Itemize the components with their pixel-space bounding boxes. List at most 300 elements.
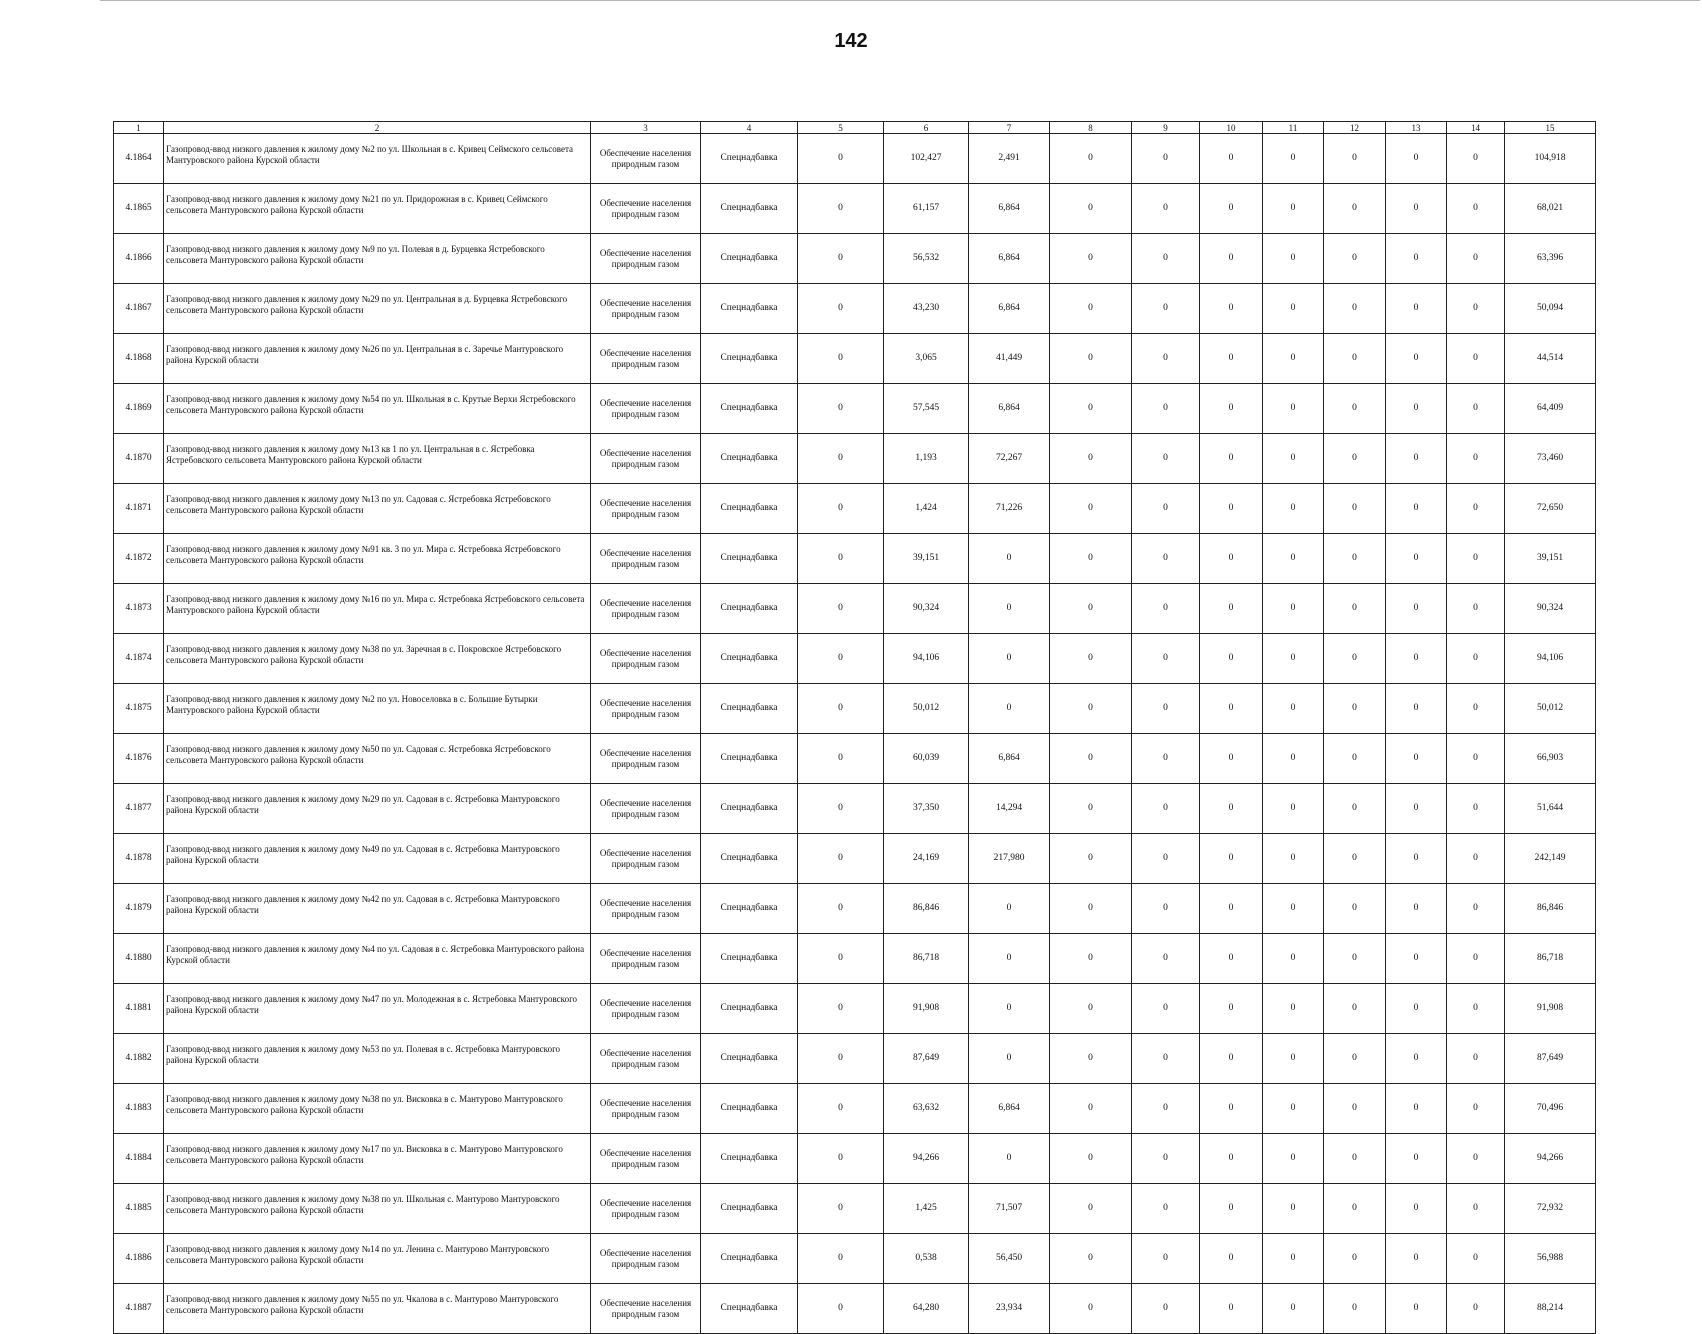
value-cell: 3,065 bbox=[884, 334, 969, 384]
purpose-cell: Обеспечение населения природным газом bbox=[591, 1234, 701, 1284]
value-cell: 6,864 bbox=[969, 734, 1050, 784]
value-cell: 0 bbox=[1132, 1184, 1200, 1234]
value-cell: 0 bbox=[1132, 134, 1200, 184]
purpose-cell: Обеспечение населения природным газом bbox=[591, 134, 701, 184]
value-cell: 0 bbox=[798, 1284, 884, 1334]
row-index-cell: 4.1869 bbox=[114, 384, 164, 434]
value-cell: 0 bbox=[1447, 334, 1505, 384]
total-value-cell: 39,151 bbox=[1505, 534, 1596, 584]
value-cell: 0 bbox=[1447, 784, 1505, 834]
value-cell: 0 bbox=[1200, 934, 1263, 984]
value-cell: 0 bbox=[1447, 584, 1505, 634]
object-name-cell: Газопровод-ввод низкого давления к жилому дому №38 по ул. Школьная с. Мантурово Мантуровского сельсовета Мантуровского района Курской области bbox=[164, 1184, 591, 1234]
value-cell: 0 bbox=[798, 334, 884, 384]
value-cell: 0 bbox=[798, 484, 884, 534]
funding-source-cell: Спецнадбавка bbox=[701, 884, 798, 934]
total-value-cell: 56,988 bbox=[1505, 1234, 1596, 1284]
value-cell: 0 bbox=[1324, 534, 1386, 584]
value-cell: 0 bbox=[1132, 1134, 1200, 1184]
total-value-cell: 70,496 bbox=[1505, 1084, 1596, 1134]
funding-source-cell: Спецнадбавка bbox=[701, 1084, 798, 1134]
value-cell: 1,424 bbox=[884, 484, 969, 534]
value-cell: 0 bbox=[798, 384, 884, 434]
table-row bbox=[114, 634, 1596, 684]
value-cell: 0 bbox=[1132, 934, 1200, 984]
row-index-cell: 4.1873 bbox=[114, 584, 164, 634]
value-cell: 0 bbox=[1263, 934, 1324, 984]
value-cell: 0 bbox=[1386, 634, 1447, 684]
value-cell: 0 bbox=[1324, 384, 1386, 434]
value-cell: 0 bbox=[1324, 984, 1386, 1034]
value-cell: 0 bbox=[798, 184, 884, 234]
value-cell: 0 bbox=[1386, 134, 1447, 184]
value-cell: 0 bbox=[1132, 284, 1200, 334]
value-cell: 0 bbox=[1132, 1284, 1200, 1334]
table-row bbox=[114, 1184, 1596, 1234]
table-row bbox=[114, 234, 1596, 284]
object-name-cell: Газопровод-ввод низкого давления к жилому дому №29 по ул. Садовая в с. Ястребовка Мантуровского района Курской области bbox=[164, 784, 591, 834]
column-number-row bbox=[114, 122, 1596, 134]
value-cell: 1,193 bbox=[884, 434, 969, 484]
value-cell: 0 bbox=[1050, 284, 1132, 334]
value-cell: 0 bbox=[798, 1034, 884, 1084]
purpose-cell: Обеспечение населения природным газом bbox=[591, 1034, 701, 1084]
total-value-cell: 94,266 bbox=[1505, 1134, 1596, 1184]
value-cell: 0 bbox=[1200, 434, 1263, 484]
value-cell: 0 bbox=[1132, 634, 1200, 684]
total-value-cell: 88,214 bbox=[1505, 1284, 1596, 1334]
object-name-cell: Газопровод-ввод низкого давления к жилому дому №55 по ул. Чкалова в с. Мантурово Мантуровского сельсовета Мантуровского района Курской области bbox=[164, 1284, 591, 1334]
column-number-5: 5 bbox=[798, 122, 884, 134]
funding-source-cell: Спецнадбавка bbox=[701, 584, 798, 634]
table-row bbox=[114, 834, 1596, 884]
funding-source-cell: Спецнадбавка bbox=[701, 1184, 798, 1234]
funding-source-cell: Спецнадбавка bbox=[701, 1234, 798, 1284]
value-cell: 0 bbox=[1324, 1284, 1386, 1334]
value-cell: 0 bbox=[1263, 234, 1324, 284]
value-cell: 0 bbox=[1132, 834, 1200, 884]
purpose-cell: Обеспечение населения природным газом bbox=[591, 634, 701, 684]
value-cell: 0 bbox=[1324, 1184, 1386, 1234]
funding-source-cell: Спецнадбавка bbox=[701, 984, 798, 1034]
table-row bbox=[114, 1084, 1596, 1134]
value-cell: 0 bbox=[1200, 884, 1263, 934]
row-index-cell: 4.1865 bbox=[114, 184, 164, 234]
value-cell: 6,864 bbox=[969, 234, 1050, 284]
value-cell: 90,324 bbox=[884, 584, 969, 634]
value-cell: 0 bbox=[1263, 584, 1324, 634]
value-cell: 0 bbox=[1200, 534, 1263, 584]
purpose-cell: Обеспечение населения природным газом bbox=[591, 884, 701, 934]
row-index-cell: 4.1887 bbox=[114, 1284, 164, 1334]
funding-source-cell: Спецнадбавка bbox=[701, 284, 798, 334]
value-cell: 24,169 bbox=[884, 834, 969, 884]
value-cell: 0 bbox=[798, 784, 884, 834]
value-cell: 86,846 bbox=[884, 884, 969, 934]
table-row bbox=[114, 1234, 1596, 1284]
value-cell: 0 bbox=[1132, 334, 1200, 384]
value-cell: 0 bbox=[1263, 334, 1324, 384]
value-cell: 0 bbox=[1447, 434, 1505, 484]
value-cell: 0 bbox=[1132, 534, 1200, 584]
value-cell: 0 bbox=[1132, 384, 1200, 434]
value-cell: 0 bbox=[1386, 184, 1447, 234]
purpose-cell: Обеспечение населения природным газом bbox=[591, 334, 701, 384]
value-cell: 0 bbox=[1263, 884, 1324, 934]
column-number-4: 4 bbox=[701, 122, 798, 134]
value-cell: 0 bbox=[798, 734, 884, 784]
value-cell: 63,632 bbox=[884, 1084, 969, 1134]
value-cell: 0 bbox=[969, 1134, 1050, 1184]
value-cell: 0 bbox=[1132, 1084, 1200, 1134]
purpose-cell: Обеспечение населения природным газом bbox=[591, 184, 701, 234]
total-value-cell: 50,094 bbox=[1505, 284, 1596, 334]
value-cell: 0 bbox=[798, 584, 884, 634]
value-cell: 0 bbox=[1050, 334, 1132, 384]
value-cell: 6,864 bbox=[969, 284, 1050, 334]
value-cell: 41,449 bbox=[969, 334, 1050, 384]
value-cell: 56,532 bbox=[884, 234, 969, 284]
program-table bbox=[113, 121, 1596, 1334]
value-cell: 217,980 bbox=[969, 834, 1050, 884]
value-cell: 0 bbox=[798, 134, 884, 184]
row-index-cell: 4.1881 bbox=[114, 984, 164, 1034]
row-index-cell: 4.1886 bbox=[114, 1234, 164, 1284]
purpose-cell: Обеспечение населения природным газом bbox=[591, 934, 701, 984]
value-cell: 71,226 bbox=[969, 484, 1050, 534]
page-number: 142 bbox=[834, 30, 868, 52]
object-name-cell: Газопровод-ввод низкого давления к жилому дому №50 по ул. Садовая с. Ястребовка Ястребовского сельсовета Мантуровского района Курской области bbox=[164, 734, 591, 784]
value-cell: 0 bbox=[1132, 684, 1200, 734]
value-cell: 0 bbox=[1386, 984, 1447, 1034]
value-cell: 56,450 bbox=[969, 1234, 1050, 1284]
value-cell: 0 bbox=[1050, 684, 1132, 734]
column-number-14: 14 bbox=[1447, 122, 1505, 134]
value-cell: 0 bbox=[1132, 984, 1200, 1034]
value-cell: 0 bbox=[1200, 584, 1263, 634]
object-name-cell: Газопровод-ввод низкого давления к жилому дому №17 по ул. Висковка в с. Мантурово Мантуровского сельсовета Мантуровского района Курской области bbox=[164, 1134, 591, 1184]
row-index-cell: 4.1870 bbox=[114, 434, 164, 484]
purpose-cell: Обеспечение населения природным газом bbox=[591, 1184, 701, 1234]
value-cell: 0 bbox=[798, 884, 884, 934]
value-cell: 0 bbox=[1200, 484, 1263, 534]
column-number-8: 8 bbox=[1050, 122, 1132, 134]
total-value-cell: 44,514 bbox=[1505, 334, 1596, 384]
value-cell: 0 bbox=[1324, 434, 1386, 484]
value-cell: 0 bbox=[798, 684, 884, 734]
value-cell: 0 bbox=[1324, 934, 1386, 984]
total-value-cell: 72,932 bbox=[1505, 1184, 1596, 1234]
object-name-cell: Газопровод-ввод низкого давления к жилому дому №29 по ул. Центральная в д. Бурцевка Ястребовского сельсовета Мантуровского района Курской области bbox=[164, 284, 591, 334]
value-cell: 0 bbox=[1263, 484, 1324, 534]
purpose-cell: Обеспечение населения природным газом bbox=[591, 734, 701, 784]
value-cell: 0 bbox=[1200, 984, 1263, 1034]
object-name-cell: Газопровод-ввод низкого давления к жилому дому №4 по ул. Садовая в с. Ястребовка Мантуровского района Курской области bbox=[164, 934, 591, 984]
table-row bbox=[114, 284, 1596, 334]
value-cell: 39,151 bbox=[884, 534, 969, 584]
value-cell: 0 bbox=[1050, 1284, 1132, 1334]
total-value-cell: 91,908 bbox=[1505, 984, 1596, 1034]
table-row bbox=[114, 984, 1596, 1034]
value-cell: 0 bbox=[1386, 884, 1447, 934]
row-index-cell: 4.1874 bbox=[114, 634, 164, 684]
row-index-cell: 4.1885 bbox=[114, 1184, 164, 1234]
funding-source-cell: Спецнадбавка bbox=[701, 384, 798, 434]
funding-source-cell: Спецнадбавка bbox=[701, 684, 798, 734]
value-cell: 0 bbox=[1050, 584, 1132, 634]
table-row bbox=[114, 1284, 1596, 1334]
value-cell: 0 bbox=[1132, 484, 1200, 534]
object-name-cell: Газопровод-ввод низкого давления к жилому дому №21 по ул. Придорожная в с. Кривец Сеймского сельсовета Мантуровского района Курской области bbox=[164, 184, 591, 234]
total-value-cell: 94,106 bbox=[1505, 634, 1596, 684]
object-name-cell: Газопровод-ввод низкого давления к жилому дому №13 кв 1 по ул. Центральная в с. Ястребовка Ястребовского сельсовета Мантуровского района Курской области bbox=[164, 434, 591, 484]
total-value-cell: 87,649 bbox=[1505, 1034, 1596, 1084]
column-number-10: 10 bbox=[1200, 122, 1263, 134]
value-cell: 0 bbox=[969, 584, 1050, 634]
table-row bbox=[114, 534, 1596, 584]
funding-source-cell: Спецнадбавка bbox=[701, 734, 798, 784]
value-cell: 0 bbox=[798, 1084, 884, 1134]
funding-source-cell: Спецнадбавка bbox=[701, 834, 798, 884]
value-cell: 43,230 bbox=[884, 284, 969, 334]
value-cell: 0 bbox=[1447, 884, 1505, 934]
value-cell: 0 bbox=[798, 934, 884, 984]
value-cell: 0 bbox=[1447, 134, 1505, 184]
table-row bbox=[114, 334, 1596, 384]
value-cell: 72,267 bbox=[969, 434, 1050, 484]
row-index-cell: 4.1879 bbox=[114, 884, 164, 934]
value-cell: 0 bbox=[1050, 234, 1132, 284]
value-cell: 0 bbox=[1200, 384, 1263, 434]
value-cell: 64,280 bbox=[884, 1284, 969, 1334]
value-cell: 0 bbox=[1200, 134, 1263, 184]
funding-source-cell: Спецнадбавка bbox=[701, 1284, 798, 1334]
value-cell: 0,538 bbox=[884, 1234, 969, 1284]
value-cell: 0 bbox=[1050, 1084, 1132, 1134]
object-name-cell: Газопровод-ввод низкого давления к жилому дому №16 по ул. Мира с. Ястребовка Ястребовского сельсовета Мантуровского района Курской области bbox=[164, 584, 591, 634]
value-cell: 0 bbox=[1050, 134, 1132, 184]
row-index-cell: 4.1871 bbox=[114, 484, 164, 534]
table-row bbox=[114, 384, 1596, 434]
value-cell: 0 bbox=[1200, 684, 1263, 734]
value-cell: 0 bbox=[1263, 1184, 1324, 1234]
purpose-cell: Обеспечение населения природным газом bbox=[591, 234, 701, 284]
value-cell: 0 bbox=[1263, 984, 1324, 1034]
value-cell: 0 bbox=[1324, 634, 1386, 684]
value-cell: 6,864 bbox=[969, 1084, 1050, 1134]
value-cell: 0 bbox=[1132, 434, 1200, 484]
value-cell: 0 bbox=[1447, 684, 1505, 734]
funding-source-cell: Спецнадбавка bbox=[701, 334, 798, 384]
object-name-cell: Газопровод-ввод низкого давления к жилому дому №42 по ул. Садовая в с. Ястребовка Мантуровского района Курской области bbox=[164, 884, 591, 934]
value-cell: 50,012 bbox=[884, 684, 969, 734]
value-cell: 0 bbox=[1263, 284, 1324, 334]
value-cell: 0 bbox=[1200, 1084, 1263, 1134]
value-cell: 0 bbox=[1324, 834, 1386, 884]
value-cell: 0 bbox=[1386, 1184, 1447, 1234]
column-number-6: 6 bbox=[884, 122, 969, 134]
row-index-cell: 4.1866 bbox=[114, 234, 164, 284]
value-cell: 0 bbox=[969, 884, 1050, 934]
value-cell: 0 bbox=[798, 434, 884, 484]
value-cell: 0 bbox=[1050, 434, 1132, 484]
table-row bbox=[114, 684, 1596, 734]
column-number-9: 9 bbox=[1132, 122, 1200, 134]
value-cell: 0 bbox=[1447, 184, 1505, 234]
object-name-cell: Газопровод-ввод низкого давления к жилому дому №14 по ул. Ленина с. Мантурово Мантуровского сельсовета Мантуровского района Курской области bbox=[164, 1234, 591, 1284]
value-cell: 0 bbox=[1386, 284, 1447, 334]
value-cell: 0 bbox=[1050, 184, 1132, 234]
row-index-cell: 4.1875 bbox=[114, 684, 164, 734]
value-cell: 0 bbox=[1386, 784, 1447, 834]
value-cell: 2,491 bbox=[969, 134, 1050, 184]
row-index-cell: 4.1880 bbox=[114, 934, 164, 984]
value-cell: 86,718 bbox=[884, 934, 969, 984]
value-cell: 87,649 bbox=[884, 1034, 969, 1084]
purpose-cell: Обеспечение населения природным газом bbox=[591, 284, 701, 334]
value-cell: 0 bbox=[1447, 484, 1505, 534]
total-value-cell: 73,460 bbox=[1505, 434, 1596, 484]
value-cell: 0 bbox=[1263, 184, 1324, 234]
row-index-cell: 4.1877 bbox=[114, 784, 164, 834]
value-cell: 0 bbox=[1324, 484, 1386, 534]
value-cell: 0 bbox=[1324, 584, 1386, 634]
object-name-cell: Газопровод-ввод низкого давления к жилому дому №47 по ул. Молодежная в с. Ястребовка Мантуровского района Курской области bbox=[164, 984, 591, 1034]
value-cell: 0 bbox=[1050, 484, 1132, 534]
value-cell: 0 bbox=[1386, 334, 1447, 384]
total-value-cell: 86,718 bbox=[1505, 934, 1596, 984]
row-index-cell: 4.1883 bbox=[114, 1084, 164, 1134]
column-number-3: 3 bbox=[591, 122, 701, 134]
table-row bbox=[114, 484, 1596, 534]
value-cell: 37,350 bbox=[884, 784, 969, 834]
value-cell: 0 bbox=[1447, 1034, 1505, 1084]
value-cell: 0 bbox=[1386, 234, 1447, 284]
value-cell: 0 bbox=[1324, 1084, 1386, 1134]
total-value-cell: 66,903 bbox=[1505, 734, 1596, 784]
value-cell: 0 bbox=[1263, 634, 1324, 684]
value-cell: 71,507 bbox=[969, 1184, 1050, 1234]
value-cell: 0 bbox=[1324, 134, 1386, 184]
purpose-cell: Обеспечение населения природным газом bbox=[591, 584, 701, 634]
value-cell: 0 bbox=[1324, 284, 1386, 334]
value-cell: 0 bbox=[1324, 1134, 1386, 1184]
column-number-2: 2 bbox=[164, 122, 591, 134]
value-cell: 23,934 bbox=[969, 1284, 1050, 1334]
value-cell: 0 bbox=[1050, 734, 1132, 784]
value-cell: 0 bbox=[1200, 834, 1263, 884]
value-cell: 0 bbox=[1386, 834, 1447, 884]
object-name-cell: Газопровод-ввод низкого давления к жилому дому №2 по ул. Новоселовка в с. Большие Бутырки Мантуровского района Курской области bbox=[164, 684, 591, 734]
value-cell: 0 bbox=[1263, 1134, 1324, 1184]
total-value-cell: 104,918 bbox=[1505, 134, 1596, 184]
value-cell: 0 bbox=[1200, 1034, 1263, 1084]
value-cell: 0 bbox=[1200, 1234, 1263, 1284]
column-number-12: 12 bbox=[1324, 122, 1386, 134]
value-cell: 0 bbox=[1386, 484, 1447, 534]
value-cell: 0 bbox=[1263, 434, 1324, 484]
value-cell: 0 bbox=[1200, 1284, 1263, 1334]
program-table-container bbox=[113, 121, 1596, 1334]
value-cell: 0 bbox=[1447, 284, 1505, 334]
value-cell: 0 bbox=[1132, 784, 1200, 834]
value-cell: 0 bbox=[1050, 784, 1132, 834]
value-cell: 0 bbox=[1324, 684, 1386, 734]
purpose-cell: Обеспечение населения природным газом bbox=[591, 534, 701, 584]
value-cell: 0 bbox=[1386, 934, 1447, 984]
value-cell: 0 bbox=[1050, 634, 1132, 684]
value-cell: 0 bbox=[1263, 1034, 1324, 1084]
value-cell: 0 bbox=[969, 534, 1050, 584]
value-cell: 0 bbox=[1447, 1184, 1505, 1234]
value-cell: 102,427 bbox=[884, 134, 969, 184]
purpose-cell: Обеспечение населения природным газом bbox=[591, 1084, 701, 1134]
funding-source-cell: Спецнадбавка bbox=[701, 1034, 798, 1084]
table-row bbox=[114, 884, 1596, 934]
total-value-cell: 50,012 bbox=[1505, 684, 1596, 734]
funding-source-cell: Спецнадбавка bbox=[701, 534, 798, 584]
funding-source-cell: Спецнадбавка bbox=[701, 184, 798, 234]
value-cell: 0 bbox=[798, 1134, 884, 1184]
value-cell: 0 bbox=[1200, 234, 1263, 284]
column-number-11: 11 bbox=[1263, 122, 1324, 134]
funding-source-cell: Спецнадбавка bbox=[701, 434, 798, 484]
object-name-cell: Газопровод-ввод низкого давления к жилому дому №38 по ул. Висковка в с. Мантурово Мантуровского сельсовета Мантуровского района Курской области bbox=[164, 1084, 591, 1134]
funding-source-cell: Спецнадбавка bbox=[701, 784, 798, 834]
value-cell: 0 bbox=[1324, 184, 1386, 234]
object-name-cell: Газопровод-ввод низкого давления к жилому дому №9 по ул. Полевая в д. Бурцевка Ястребовского сельсовета Мантуровского района Курской области bbox=[164, 234, 591, 284]
value-cell: 0 bbox=[1200, 634, 1263, 684]
value-cell: 0 bbox=[1447, 734, 1505, 784]
row-index-cell: 4.1868 bbox=[114, 334, 164, 384]
value-cell: 91,908 bbox=[884, 984, 969, 1034]
table-row bbox=[114, 184, 1596, 234]
row-index-cell: 4.1882 bbox=[114, 1034, 164, 1084]
value-cell: 0 bbox=[1132, 884, 1200, 934]
funding-source-cell: Спецнадбавка bbox=[701, 134, 798, 184]
value-cell: 0 bbox=[1050, 984, 1132, 1034]
value-cell: 0 bbox=[1447, 534, 1505, 584]
object-name-cell: Газопровод-ввод низкого давления к жилому дому №91 кв. 3 по ул. Мира с. Ястребовка Ястребовского сельсовета Мантуровского района Курской области bbox=[164, 534, 591, 584]
value-cell: 0 bbox=[1447, 1234, 1505, 1284]
value-cell: 0 bbox=[1386, 434, 1447, 484]
value-cell: 0 bbox=[1200, 1184, 1263, 1234]
object-name-cell: Газопровод-ввод низкого давления к жилому дому №38 по ул. Заречная в с. Покровское Ястребовского сельсовета Мантуровского района Курской области bbox=[164, 634, 591, 684]
value-cell: 0 bbox=[1447, 1084, 1505, 1134]
object-name-cell: Газопровод-ввод низкого давления к жилому дому №53 по ул. Полевая в с. Ястребовка Мантуровского района Курской области bbox=[164, 1034, 591, 1084]
value-cell: 0 bbox=[969, 634, 1050, 684]
column-number-1: 1 bbox=[114, 122, 164, 134]
value-cell: 0 bbox=[1324, 1034, 1386, 1084]
value-cell: 94,106 bbox=[884, 634, 969, 684]
top-rule bbox=[100, 0, 1700, 1]
value-cell: 0 bbox=[1386, 734, 1447, 784]
value-cell: 0 bbox=[1050, 384, 1132, 434]
object-name-cell: Газопровод-ввод низкого давления к жилому дому №26 по ул. Центральная в с. Заречье Мантуровского района Курской области bbox=[164, 334, 591, 384]
value-cell: 0 bbox=[1132, 234, 1200, 284]
value-cell: 0 bbox=[1324, 784, 1386, 834]
funding-source-cell: Спецнадбавка bbox=[701, 1134, 798, 1184]
column-number-15: 15 bbox=[1505, 122, 1596, 134]
funding-source-cell: Спецнадбавка bbox=[701, 934, 798, 984]
value-cell: 0 bbox=[798, 634, 884, 684]
value-cell: 0 bbox=[1050, 934, 1132, 984]
value-cell: 0 bbox=[1050, 1184, 1132, 1234]
value-cell: 0 bbox=[1386, 384, 1447, 434]
table-row bbox=[114, 934, 1596, 984]
purpose-cell: Обеспечение населения природным газом bbox=[591, 784, 701, 834]
table-row bbox=[114, 434, 1596, 484]
